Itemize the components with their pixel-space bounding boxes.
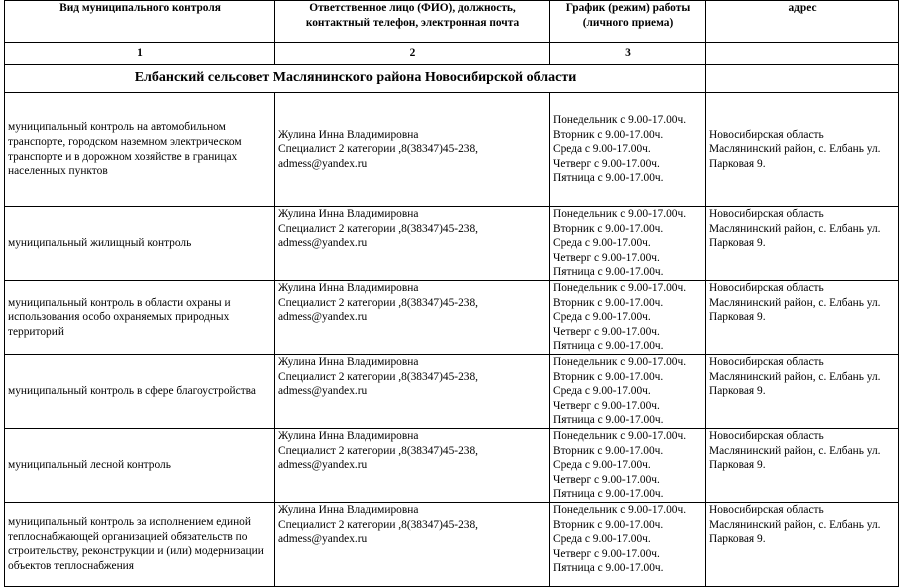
address-line: Парковая 9. xyxy=(709,385,766,398)
schedule-line: Понедельник с 9.00-17.00ч. xyxy=(553,114,687,127)
contact-line: Жулина Инна Владимировна xyxy=(278,503,419,516)
contact-line: Специалист 2 категории ,8(38347)45-238, xyxy=(278,143,478,156)
schedule-cell xyxy=(550,93,706,207)
schedule-line: Вторник с 9.00-17.00ч. xyxy=(553,296,664,309)
schedule-line: Среда с 9.00-17.00ч. xyxy=(553,311,651,324)
schedule-line: Пятница с 9.00-17.00ч. xyxy=(553,488,664,501)
contact-cell xyxy=(275,207,550,281)
header-control-type xyxy=(5,1,275,43)
address-cell xyxy=(706,502,899,586)
control-type-cell: муниципальный контроль в области охраны и использования особо охраняемых природных территорий xyxy=(5,281,275,355)
header-control-type-text: Вид муниципального контроля xyxy=(59,2,221,14)
address-line: Новосибирская область xyxy=(709,128,824,141)
schedule-cell xyxy=(550,429,706,503)
contact-line: admess@yandex.ru xyxy=(278,157,368,170)
schedule-cell xyxy=(550,207,706,281)
contact-line: Специалист 2 категории ,8(38347)45-238, xyxy=(278,222,478,235)
address-line: Маслянинский район, с. Елбань ул. xyxy=(709,444,881,457)
schedule-cell xyxy=(550,355,706,429)
contact-cell xyxy=(275,93,550,207)
control-table xyxy=(4,0,899,587)
contact-line: admess@yandex.ru xyxy=(278,533,368,546)
address-cell xyxy=(706,207,899,281)
contact-line: Жулина Инна Владимировна xyxy=(278,430,419,442)
address-line: Маслянинский район, с. Елбань ул. xyxy=(709,222,881,235)
schedule-line: Понедельник с 9.00-17.00ч. xyxy=(553,208,687,220)
schedule-line: Четверг с 9.00-17.00ч. xyxy=(553,547,660,560)
contact-line: Жулина Инна Владимировна xyxy=(278,208,419,220)
address-line: Парковая 9. xyxy=(709,311,766,324)
schedule-line: Понедельник с 9.00-17.00ч. xyxy=(553,282,687,294)
schedule-line: Пятница с 9.00-17.00ч. xyxy=(553,340,664,353)
address-line: Маслянинский район, с. Елбань ул. xyxy=(709,370,881,383)
address-line: Новосибирская область xyxy=(709,208,824,220)
contact-line: Жулина Инна Владимировна xyxy=(278,356,419,368)
control-type-cell: муниципальный контроль на автомобильном транспорте, городском наземном электрическом транспорте и в дорожном хозяйстве в границах населенных пунктов xyxy=(5,93,275,207)
schedule-line: Четверг с 9.00-17.00ч. xyxy=(553,473,660,486)
schedule-line: Вторник с 9.00-17.00ч. xyxy=(553,444,664,457)
schedule-line: Среда с 9.00-17.00ч. xyxy=(553,533,651,546)
header-responsible-line2: контактный телефон, электронная почта xyxy=(305,16,520,29)
contact-line: Специалист 2 категории ,8(38347)45-238, xyxy=(278,296,478,309)
schedule-line: Пятница с 9.00-17.00ч. xyxy=(553,172,664,185)
contact-line: Специалист 2 категории ,8(38347)45-238, xyxy=(278,370,478,383)
contact-line: admess@yandex.ru xyxy=(278,385,368,398)
schedule-line: Среда с 9.00-17.00ч. xyxy=(553,385,651,398)
schedule-line: Понедельник с 9.00-17.00ч. xyxy=(553,356,687,368)
schedule-line: Вторник с 9.00-17.00ч. xyxy=(553,128,664,141)
schedule-line: Понедельник с 9.00-17.00ч. xyxy=(553,430,687,442)
contact-line: admess@yandex.ru xyxy=(278,459,368,472)
address-line: Новосибирская область xyxy=(709,356,824,368)
contact-line: Жулина Инна Владимировна xyxy=(278,128,419,141)
schedule-line: Четверг с 9.00-17.00ч. xyxy=(553,251,660,264)
contact-cell xyxy=(275,502,550,586)
control-type-cell: муниципальный контроль в сфере благоустройства xyxy=(5,355,275,429)
address-line: Парковая 9. xyxy=(709,459,766,472)
header-schedule-line2: (личного приема) xyxy=(582,16,674,29)
schedule-line: Четверг с 9.00-17.00ч. xyxy=(553,157,660,170)
schedule-line: Среда с 9.00-17.00ч. xyxy=(553,143,651,156)
address-line: Новосибирская область xyxy=(709,503,824,516)
schedule-line: Вторник с 9.00-17.00ч. xyxy=(553,370,664,383)
section-empty-cell xyxy=(706,65,899,93)
table-row xyxy=(5,207,899,281)
address-cell xyxy=(706,429,899,503)
contact-cell xyxy=(275,355,550,429)
schedule-line: Четверг с 9.00-17.00ч. xyxy=(553,325,660,338)
schedule-cell xyxy=(550,502,706,586)
section-title: Елбанский сельсовет Маслянинского района Новосибирской области xyxy=(5,65,706,93)
schedule-line: Пятница с 9.00-17.00ч. xyxy=(553,562,664,575)
address-line: Парковая 9. xyxy=(709,237,766,250)
header-responsible xyxy=(275,1,550,43)
address-line: Парковая 9. xyxy=(709,157,766,170)
address-line: Маслянинский район, с. Елбань ул. xyxy=(709,296,881,309)
address-cell xyxy=(706,93,899,207)
table-row xyxy=(5,355,899,429)
column-number-row xyxy=(5,43,899,65)
control-type-cell: муниципальный лесной контроль xyxy=(5,429,275,503)
address-line: Парковая 9. xyxy=(709,533,766,546)
control-type-cell: муниципальный контроль за исполнением единой теплоснабжающей организацией обязательств по строительству, реконструкции и (или) модернизации объектов теплоснабжения xyxy=(5,502,275,586)
contact-line: Специалист 2 категории ,8(38347)45-238, xyxy=(278,444,478,457)
contact-line: Специалист 2 категории ,8(38347)45-238, xyxy=(278,518,478,531)
contact-cell xyxy=(275,281,550,355)
address-line: Новосибирская область xyxy=(709,282,824,294)
column-number-1: 1 xyxy=(5,43,275,65)
column-number-3: 3 xyxy=(550,43,706,65)
column-number-2: 2 xyxy=(275,43,550,65)
header-row xyxy=(5,1,899,43)
address-cell xyxy=(706,281,899,355)
schedule-line: Вторник с 9.00-17.00ч. xyxy=(553,222,664,235)
header-address xyxy=(706,1,899,43)
address-line: Маслянинский район, с. Елбань ул. xyxy=(709,518,881,531)
address-line: Маслянинский район, с. Елбань ул. xyxy=(709,143,881,156)
control-type-cell: муниципальный жилищный контроль xyxy=(5,207,275,281)
address-line: Новосибирская область xyxy=(709,430,824,442)
table-row xyxy=(5,281,899,355)
rows-body xyxy=(5,93,899,587)
address-cell xyxy=(706,355,899,429)
contact-cell xyxy=(275,429,550,503)
schedule-line: Вторник с 9.00-17.00ч. xyxy=(553,518,664,531)
section-row xyxy=(5,65,899,93)
schedule-line: Среда с 9.00-17.00ч. xyxy=(553,459,651,472)
header-responsible-line1: Ответственное лицо (ФИО), должность, xyxy=(309,2,516,14)
schedule-line: Пятница с 9.00-17.00ч. xyxy=(553,414,664,427)
contact-line: admess@yandex.ru xyxy=(278,237,368,250)
table-row xyxy=(5,502,899,586)
contact-line: admess@yandex.ru xyxy=(278,311,368,324)
header-schedule-line1: График (режим) работы xyxy=(565,2,691,14)
table-row xyxy=(5,93,899,207)
schedule-line: Среда с 9.00-17.00ч. xyxy=(553,237,651,250)
table-row xyxy=(5,429,899,503)
contact-line: Жулина Инна Владимировна xyxy=(278,282,419,294)
header-schedule xyxy=(550,1,706,43)
schedule-line: Четверг с 9.00-17.00ч. xyxy=(553,399,660,412)
header-address-text: адрес xyxy=(788,2,817,14)
column-number-4-empty xyxy=(706,43,899,65)
schedule-line: Пятница с 9.00-17.00ч. xyxy=(553,266,664,279)
schedule-cell xyxy=(550,281,706,355)
schedule-line: Понедельник с 9.00-17.00ч. xyxy=(553,503,687,516)
